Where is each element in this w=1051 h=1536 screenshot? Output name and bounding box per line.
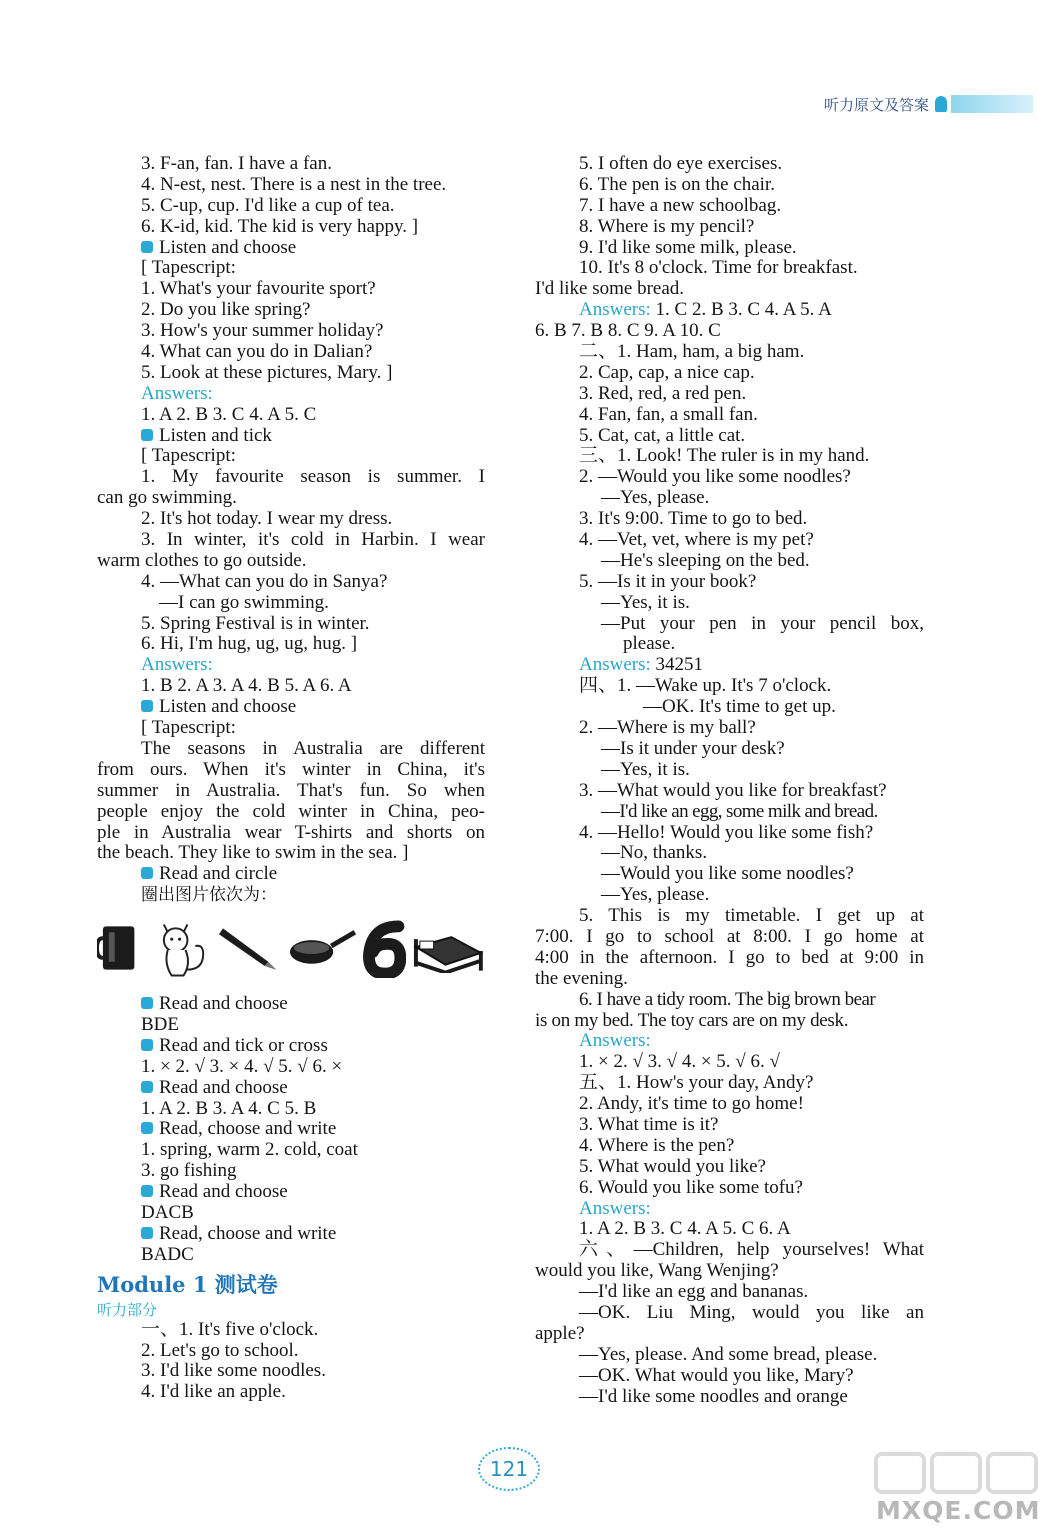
text-line: 5. Cat, cat, a little cat. xyxy=(579,424,746,446)
section-heading: Read and tick or cross xyxy=(97,1036,485,1057)
answers-line: 1. B 2. A 3. A 4. B 5. A 6. A xyxy=(141,675,352,697)
text-line: 10. It's 8 o'clock. Time for breakfast. xyxy=(579,257,858,279)
answers-line xyxy=(535,655,924,676)
text-line: The seasons in Australia are different xyxy=(141,737,485,759)
section-heading: Read, choose and write xyxy=(97,1119,485,1140)
text-line: 4. N-est, nest. There is a nest in the tree. xyxy=(141,173,447,195)
text-line: the beach. They like to swim in the sea. ] xyxy=(97,842,409,864)
answers-line: 1. A 2. B 3. A 4. C 5. B xyxy=(141,1097,317,1119)
answers-line: BADC xyxy=(141,1243,194,1265)
text-line: 5. —Is it in your book? xyxy=(579,570,757,592)
module-subtitle: 听力部分 xyxy=(97,1300,158,1319)
text-line: 6. Would you like some tofu? xyxy=(579,1176,803,1198)
text-line: 2. Do you like spring? xyxy=(141,299,311,321)
module-title: Module 1 测试卷 xyxy=(97,1271,278,1297)
answers-line: BDE xyxy=(141,1013,179,1035)
header-title: 听力原文及答案 xyxy=(823,95,929,114)
section-heading: Read and choose xyxy=(97,1182,485,1203)
answers-line: 1. A 2. B 3. C 4. A 5. C xyxy=(141,403,317,425)
text-line: is on my bed. The toy cars are on my desk. xyxy=(535,1009,849,1031)
answers-values: 1. C 2. B 3. C 4. A 5. A xyxy=(650,299,832,321)
text-line: 3. How's your summer holiday? xyxy=(141,320,384,342)
text-line: 3. What time is it? xyxy=(579,1113,719,1135)
text-line: —He's sleeping on the bed. xyxy=(601,549,810,571)
page-number: 121 xyxy=(478,1447,540,1491)
text-line: 6. The pen is on the chair. xyxy=(579,173,775,195)
text-line: 7. I have a new schoolbag. xyxy=(579,194,782,216)
text-line: 四、1. —Wake up. It's 7 o'clock. xyxy=(579,675,832,697)
answers-label: Answers: xyxy=(141,382,213,404)
text-line: [ Tapescript: xyxy=(141,717,236,739)
bed-icon xyxy=(412,923,485,973)
text-line: —I can go swimming. xyxy=(159,591,329,613)
text-line: 2. —Where is my ball? xyxy=(579,717,756,739)
text-line: 一、1. It's five o'clock. xyxy=(141,1318,319,1340)
text-line: [ Tapescript: xyxy=(141,445,236,467)
text-line: please. xyxy=(623,633,676,655)
text-line: —Is it under your desk? xyxy=(601,737,785,759)
text-line: 4:00 in the afternoon. I go to bed at 9:00 in xyxy=(535,946,924,968)
text-line: 4. Fan, fan, a small fan. xyxy=(579,403,758,425)
text-line: apple? xyxy=(535,1322,585,1344)
text-line: —Yes, please. xyxy=(601,487,710,509)
text-line: 7:00. I go to school at 8:00. I go home at xyxy=(535,925,924,947)
text-line: 3. I'd like some noodles. xyxy=(141,1360,326,1382)
section-heading: Listen and choose xyxy=(97,697,485,718)
text-line: 5. This is my timetable. I get up at xyxy=(579,905,924,927)
page-header xyxy=(824,92,1033,116)
answers-line: 1. A 2. B 3. C 4. A 5. C 6. A xyxy=(579,1218,791,1240)
answers-label: Answers: xyxy=(579,1030,651,1052)
text-line: 2. Let's go to school. xyxy=(141,1339,299,1361)
text-line: —Would you like some noodles? xyxy=(601,863,854,885)
text-line: summer in Australia. That's fun. So when xyxy=(97,779,485,801)
text-line: 3. In winter, it's cold in Harbin. I wear xyxy=(141,529,485,551)
text-line: 2. Andy, it's time to go home! xyxy=(579,1093,804,1115)
text-line: 2. It's hot today. I wear my dress. xyxy=(141,508,393,530)
answers-line: 6. B 7. B 8. C 9. A 10. C xyxy=(535,320,721,342)
section-heading: Read and choose xyxy=(97,994,485,1015)
text-line: people enjoy the cold winter in China, peo- xyxy=(97,800,485,822)
text-line: 8. Where is my pencil? xyxy=(579,215,755,237)
six-icon xyxy=(363,918,406,978)
answers-line: 1. × 2. √ 3. √ 4. × 5. √ 6. √ xyxy=(579,1051,780,1073)
answers-line xyxy=(535,300,924,321)
text-line: would you like, Wang Wenjing? xyxy=(535,1260,779,1282)
text-line: 2. —Would you like some noodles? xyxy=(579,466,851,488)
text-line: 6. Hi, I'm hug, ug, ug, hug. ] xyxy=(141,633,358,655)
text-line: 5. C-up, cup. I'd like a cup of tea. xyxy=(141,194,395,216)
text-line: —OK. It's time to get up. xyxy=(643,696,836,718)
section-heading: Read and circle xyxy=(97,864,485,885)
text-line: 3. It's 9:00. Time to go to bed. xyxy=(579,508,808,530)
text-line: 六、—Children, help yourselves! What xyxy=(579,1239,924,1261)
text-line: —OK. What would you like, Mary? xyxy=(579,1364,854,1386)
section-heading: Listen and tick xyxy=(97,426,485,447)
text-line: —OK. Liu Ming, would you like an xyxy=(579,1301,924,1323)
text-line: —No, thanks. xyxy=(601,842,708,864)
text-line: 6. K-id, kid. The kid is very happy. ] xyxy=(141,215,419,237)
left-column xyxy=(97,154,485,1403)
text-line: 4. —Vet, vet, where is my pet? xyxy=(579,529,814,551)
text-line: —Yes, please. And some bread, please. xyxy=(579,1343,878,1365)
text-line: 4. —Hello! Would you like some fish? xyxy=(579,821,874,843)
text-line: can go swimming. xyxy=(97,487,237,509)
section-heading: Listen and choose xyxy=(97,238,485,259)
header-bar xyxy=(951,95,1033,113)
text-line: 5. Look at these pictures, Mary. ] xyxy=(141,361,393,383)
text-line: —I'd like an egg, some milk and bread. xyxy=(601,800,878,822)
text-line: 二、1. Ham, ham, a big ham. xyxy=(579,341,805,363)
text-line: ple in Australia wear T-shirts and shorts on xyxy=(97,821,485,843)
answers-values: 34251 xyxy=(650,654,704,676)
text-line: from ours. When it's winter in China, it's xyxy=(97,758,485,780)
text-line: 三、1. Look! The ruler is in my hand. xyxy=(579,445,870,467)
text-line: 3. —What would you like for breakfast? xyxy=(579,779,887,801)
text-line: —Put your pen in your pencil box, xyxy=(601,612,924,634)
section-heading: Read, choose and write xyxy=(97,1224,485,1245)
pan-icon xyxy=(288,926,357,970)
text-line: 6. I have a tidy room. The big brown bear xyxy=(579,988,876,1010)
text-line: 5. Spring Festival is in winter. xyxy=(141,612,370,634)
text-line: 3. Red, red, a red pen. xyxy=(579,382,747,404)
text-line: 2. Cap, cap, a nice cap. xyxy=(579,361,755,383)
answers-label: Answers: xyxy=(141,654,213,676)
text-line: 4. Where is the pen? xyxy=(579,1134,735,1156)
text-line: 1. My favourite season is summer. I xyxy=(141,466,485,488)
text-line: —Yes, please. xyxy=(601,884,710,906)
text-line: 3. F-an, fan. I have a fan. xyxy=(141,153,332,174)
text-line: 1. What's your favourite sport? xyxy=(141,278,376,300)
pen-icon xyxy=(219,922,282,974)
answers-label: Answers: xyxy=(579,1197,651,1219)
text-line: 4. —What can you do in Sanya? xyxy=(141,570,388,592)
answers-line: DACB xyxy=(141,1201,194,1223)
text-line: 4. What can you do in Dalian? xyxy=(141,341,373,363)
answers-line: 1. × 2. √ 3. × 4. √ 5. √ 6. × xyxy=(141,1055,343,1077)
section-heading: Read and choose xyxy=(97,1078,485,1099)
header-marker-icon xyxy=(935,96,947,112)
text-line: 圈出图片依次为： xyxy=(141,885,277,906)
answers-line: 3. go fishing xyxy=(141,1160,237,1182)
cup-icon xyxy=(97,920,148,976)
text-line: —Yes, it is. xyxy=(601,758,690,780)
answers-line: 1. spring, warm 2. cold, coat xyxy=(141,1139,358,1161)
text-line: 五、1. How's your day, Andy? xyxy=(579,1072,814,1094)
picture-row xyxy=(97,912,485,984)
watermark-text: MXQE.COM xyxy=(876,1496,1041,1525)
text-line: the evening. xyxy=(535,967,628,989)
text-line: 4. I'd like an apple. xyxy=(141,1381,286,1403)
text-line: I'd like some bread. xyxy=(535,278,685,300)
cat-icon xyxy=(154,916,213,980)
text-line: —I'd like an egg and bananas. xyxy=(579,1281,809,1303)
text-line: 5. What would you like? xyxy=(579,1155,766,1177)
right-column xyxy=(535,154,924,1407)
answers-label: Answers: xyxy=(579,299,651,321)
text-line: warm clothes to go outside. xyxy=(97,549,307,571)
text-line: 9. I'd like some milk, please. xyxy=(579,236,797,258)
answers-label: Answers: xyxy=(579,654,651,676)
text-line: —I'd like some noodles and orange xyxy=(579,1385,848,1407)
text-line: [ Tapescript: xyxy=(141,257,236,279)
text-line: —Yes, it is. xyxy=(601,591,690,613)
text-line: 5. I often do eye exercises. xyxy=(579,153,783,174)
